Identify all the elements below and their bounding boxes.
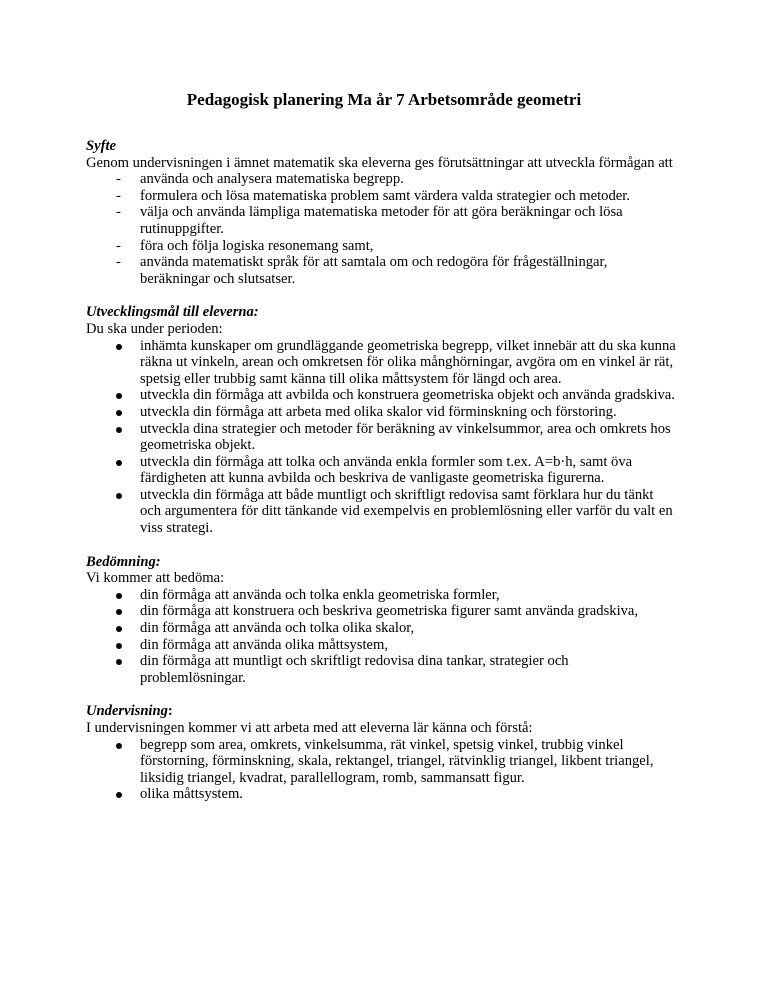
- list-item-text: inhämta kunskaper om grundläggande geometriska begrepp, vilket innebär att du ska kunna räkna ut vinkeln, arean och omkretsen för olika månghörningar, avgöra om en vinkel är rät, spetsig eller trubbig samt känna till olika måttsystem för längd och area.: [140, 337, 676, 387]
- document-content: [86, 138, 676, 820]
- list-item-text: utveckla dina strategier och metoder för beräkning av vinkelsummor, area och omkrets hos geometriska objekt.: [140, 420, 671, 454]
- list-item-text: olika måttsystem.: [140, 786, 243, 803]
- list-item-text: din förmåga att använda och tolka olika skalor,: [140, 620, 415, 637]
- list-item: [86, 653, 676, 686]
- list-item: [86, 204, 676, 237]
- bullet-icon: [116, 609, 122, 615]
- dash-marker: -: [116, 187, 121, 204]
- dash-marker: -: [116, 204, 121, 221]
- list-item: [86, 238, 676, 255]
- bullet-icon: [116, 659, 122, 665]
- bullet-icon: [116, 792, 122, 798]
- bedomning-list: [86, 587, 676, 687]
- page-title: Pedagogisk planering Ma år 7 Arbetsområde geometri: [186, 90, 582, 109]
- bullet-icon: [116, 344, 122, 350]
- list-item-text: din förmåga att använda olika måttsystem,: [140, 636, 389, 653]
- list-item: [86, 188, 676, 205]
- section-heading-syfte: Syfte: [86, 138, 116, 154]
- list-item: [86, 338, 676, 388]
- section-intro-utvecklingsmal: Du ska under perioden:: [86, 320, 223, 337]
- list-item: [86, 421, 676, 454]
- list-item: [86, 487, 676, 537]
- section-bedomning: [86, 554, 676, 687]
- dash-marker: -: [116, 254, 121, 271]
- list-item-text: formulera och lösa matematiska problem samt värdera valda strategier och metoder.: [140, 187, 630, 204]
- bullet-icon: [116, 593, 122, 599]
- list-item-text: utveckla din förmåga att avbilda och konstruera geometriska objekt och använda gradskiva.: [140, 387, 675, 404]
- utvecklingsmal-list: [86, 338, 676, 537]
- section-intro-undervisning: I undervisningen kommer vi att arbeta med att eleverna lär känna och förstå:: [86, 720, 533, 736]
- bullet-icon: [116, 410, 122, 416]
- list-item: [86, 620, 676, 637]
- dash-marker: -: [116, 237, 121, 254]
- list-item-text: föra och följa logiska resonemang samt,: [140, 237, 374, 254]
- list-item-text: din förmåga att använda och tolka enkla geometriska formler,: [140, 586, 500, 603]
- section-intro-bedomning: Vi kommer att bedöma:: [86, 570, 225, 587]
- list-item: [86, 637, 676, 654]
- list-item-text: utveckla din förmåga att tolka och använda enkla formler som t.ex. A=b·h, samt öva färdigheten att kunna avbilda och beskriva de vanligaste geometriska figurerna.: [140, 453, 633, 487]
- list-item: [86, 786, 676, 803]
- heading-text: Undervisning: [86, 703, 168, 720]
- heading-colon: :: [167, 703, 173, 720]
- list-item-text: begrepp som area, omkrets, vinkelsumma, rät vinkel, spetsig vinkel, trubbig vinkel förstorning, förminskning, skala, rektangel, triangel, rätvinklig triangel, likbent triangel, liksidig triangel, kvadrat, parallellogram, romb, sammansatt figur.: [140, 736, 654, 786]
- section-intro-syfte: Genom undervisningen i ämnet matematik ska eleverna ges förutsättningar att utveckla förmågan att: [86, 154, 673, 171]
- list-item: [86, 603, 676, 620]
- section-utvecklingsmal: [86, 304, 676, 536]
- list-item: [86, 587, 676, 604]
- list-item-text: använda matematiskt språk för att samtala om och redogöra för frågeställningar, beräkningar och slutsatser.: [140, 254, 608, 287]
- undervisning-list: [86, 737, 676, 803]
- list-item: [86, 171, 676, 188]
- list-item-text: välja och använda lämpliga matematiska metoder för att göra beräkningar och lösa rutinuppgifter.: [140, 204, 623, 237]
- bullet-icon: [116, 460, 122, 466]
- list-item-text: din förmåga att konstruera och beskriva geometriska figurer samt använda gradskiva,: [140, 603, 639, 620]
- section-undervisning: [86, 703, 676, 803]
- bullet-icon: [116, 427, 122, 433]
- bullet-icon: [116, 643, 122, 649]
- section-heading-utvecklingsmal: Utvecklingsmål till eleverna:: [86, 304, 259, 321]
- dash-marker: -: [116, 171, 121, 188]
- list-item-text: din förmåga att muntligt och skriftligt redovisa dina tankar, strategier och problemlösningar.: [140, 653, 569, 686]
- bullet-icon: [116, 393, 122, 399]
- list-item-text: utveckla din förmåga att både muntligt och skriftligt redovisa samt förklara hur du tänkt och argumentera för ditt tänkande vid exempelvis en problemlösning eller varför du valt en viss strategi.: [140, 486, 673, 537]
- list-item: [86, 454, 676, 487]
- section-heading-bedomning: Bedömning:: [86, 553, 161, 570]
- list-item: [86, 404, 676, 421]
- bullet-icon: [116, 493, 122, 499]
- list-item: [86, 254, 676, 287]
- bullet-icon: [116, 743, 122, 749]
- list-item-text: utveckla din förmåga att arbeta med olika skalor vid förminskning och förstoring.: [140, 403, 617, 420]
- section-syfte: [86, 138, 676, 287]
- list-item: [86, 387, 676, 404]
- list-item-text: använda och analysera matematiska begrepp.: [140, 171, 404, 188]
- bullet-icon: [116, 626, 122, 632]
- section-heading-undervisning: [86, 703, 676, 720]
- syfte-list: [86, 171, 676, 287]
- list-item: [86, 737, 676, 787]
